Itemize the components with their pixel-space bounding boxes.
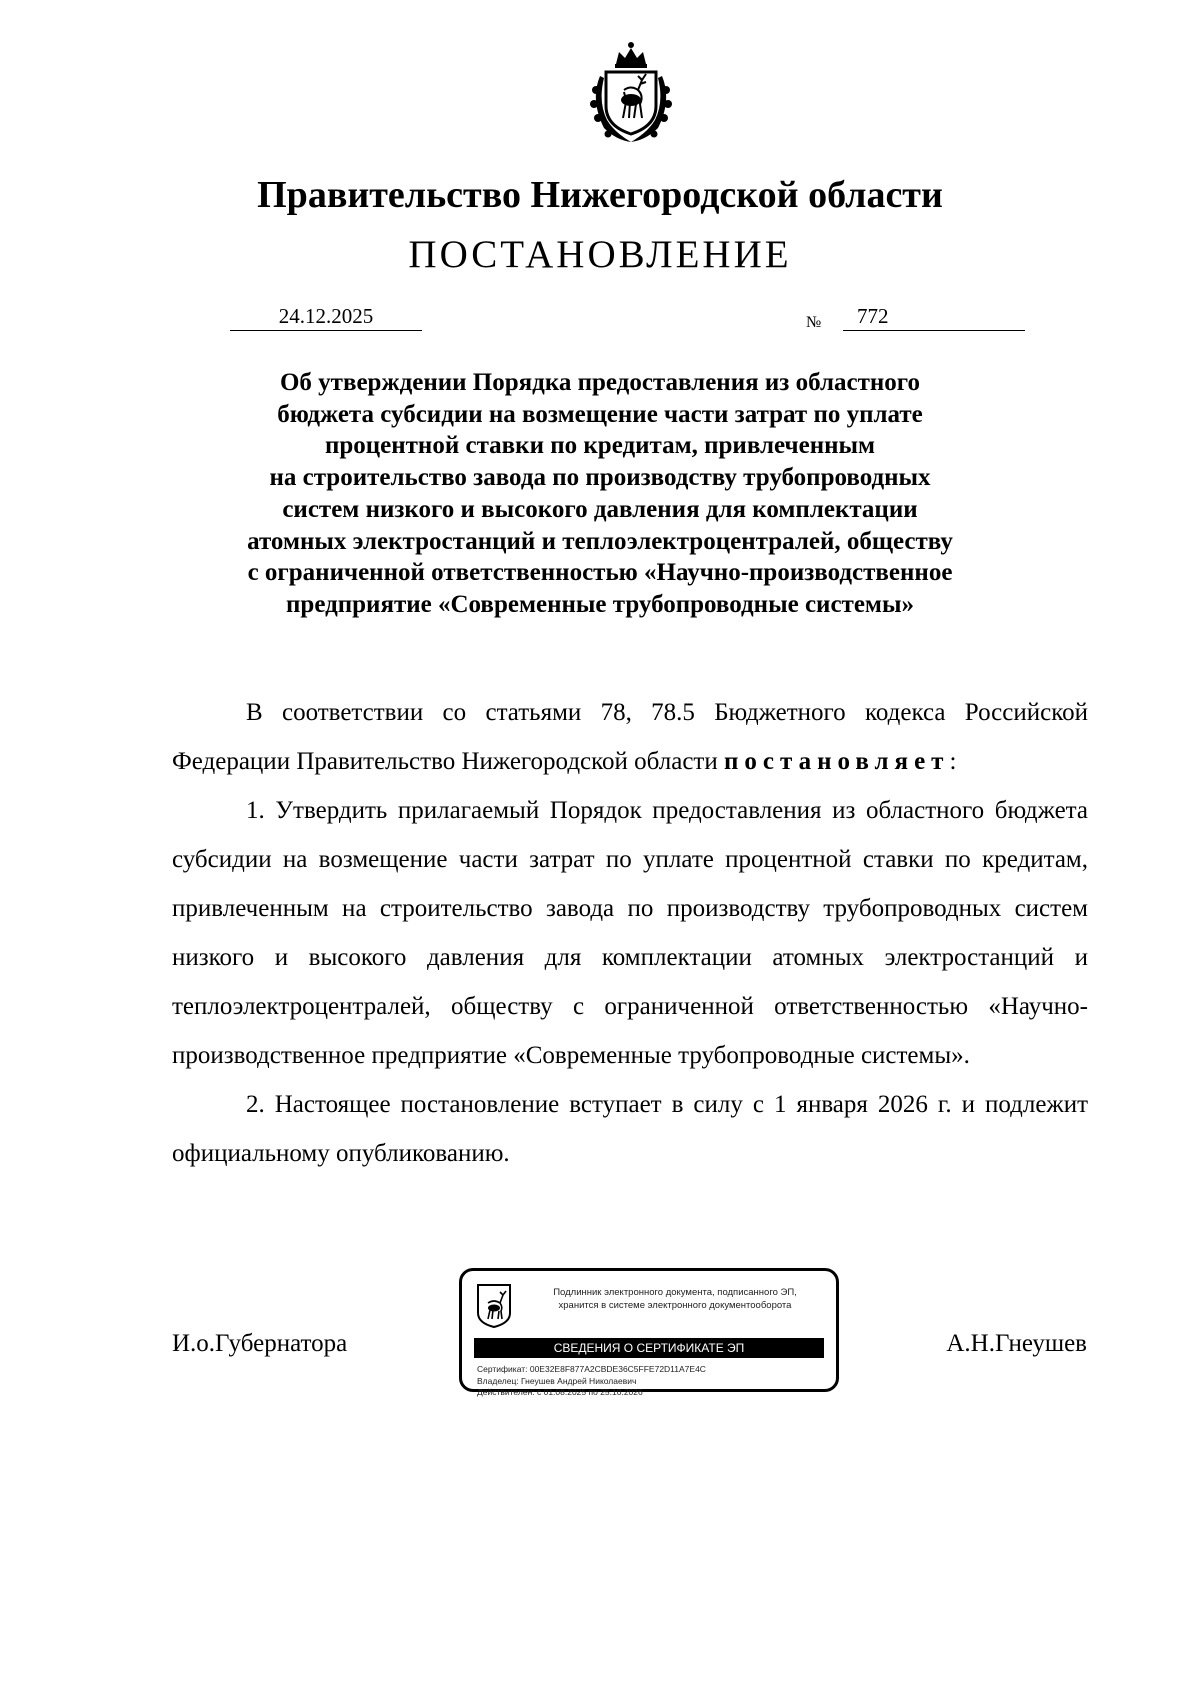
deer-emblem-icon bbox=[476, 1283, 512, 1329]
document-subject bbox=[160, 367, 1040, 621]
document-body bbox=[172, 688, 1088, 1178]
subject-line: Об утверждении Порядка предоставления из областного bbox=[279, 369, 920, 396]
signatory-position: И.о.Губернатора bbox=[172, 1330, 348, 1357]
document-number: 772 bbox=[857, 304, 889, 328]
signatory-name: А.Н.Гнеушев bbox=[946, 1330, 1087, 1357]
subject-line: предприятие «Современные трубопроводные системы» bbox=[286, 590, 914, 618]
preamble-emphasis: постановляет bbox=[723, 748, 950, 775]
e-signature-stamp bbox=[459, 1268, 839, 1397]
preamble-paragraph bbox=[172, 688, 1088, 786]
preamble-end: : bbox=[949, 748, 957, 775]
certificate-owner: Владелец: Гнеушев Андрей Николаевич bbox=[477, 1375, 637, 1386]
subject-line: атомных электростанций и теплоэлектроцентралей, обществу bbox=[247, 527, 953, 555]
subject-line: на строительство завода по производству трубопроводных bbox=[269, 464, 931, 492]
certificate-info-bar: СВЕДЕНИЯ О СЕРТИФИКАТЕ ЭП bbox=[474, 1338, 824, 1358]
stamp-note bbox=[522, 1286, 828, 1312]
document-type: ПОСТАНОВЛЕНИЕ bbox=[408, 233, 792, 276]
document-date: 24.12.2025 bbox=[230, 303, 422, 331]
stamp-note-line: хранится в системе электронного документооборота bbox=[558, 1300, 792, 1311]
subject-line: процентной ставки по кредитам, привлеченным bbox=[324, 432, 876, 460]
number-label: № bbox=[806, 314, 822, 331]
document-number-field bbox=[843, 303, 1025, 331]
stamp-note-line: Подлинник электронного документа, подписанного ЭП, bbox=[553, 1287, 797, 1298]
subject-line: систем низкого и высокого давления для комплектации bbox=[282, 495, 918, 523]
coat-of-arms-icon bbox=[576, 40, 686, 148]
paragraph-1: 1. Утвердить прилагаемый Порядок предоставления из областного бюджета субсидии на возмещение части затрат по уплате процентной ставки по кредитам, привлеченным на строительство завода по производству трубопроводных систем низкого и высокого давления для комплектации атомных электростанций и теплоэлектроцентралей, обществу с ограниченной ответственностью «Научно-производственное предприятие «Современные трубопроводные системы». bbox=[172, 797, 1088, 1069]
certificate-details bbox=[477, 1364, 706, 1399]
subject-line: бюджета субсидии на возмещение части затрат по уплате bbox=[277, 400, 923, 428]
certificate-id: Сертификат: 00E32E8F877A2CBDE36C5FFE72D11A7E4C bbox=[477, 1364, 706, 1374]
certificate-validity: Действителен: с 01.08.2025 по 25.10.2026 bbox=[477, 1387, 643, 1397]
organization-title: Правительство Нижегородской области bbox=[257, 174, 943, 216]
paragraph-2: 2. Настоящее постановление вступает в силу с 1 января 2026 г. и подлежит официальному опубликованию. bbox=[172, 1091, 1088, 1167]
subject-line: с ограниченной ответственностью «Научно-производственное bbox=[247, 559, 953, 587]
preamble-text: В соответствии со статьями 78, 78.5 Бюджетного кодекса Российской Федерации Правительство Нижегородской области bbox=[172, 699, 1088, 775]
